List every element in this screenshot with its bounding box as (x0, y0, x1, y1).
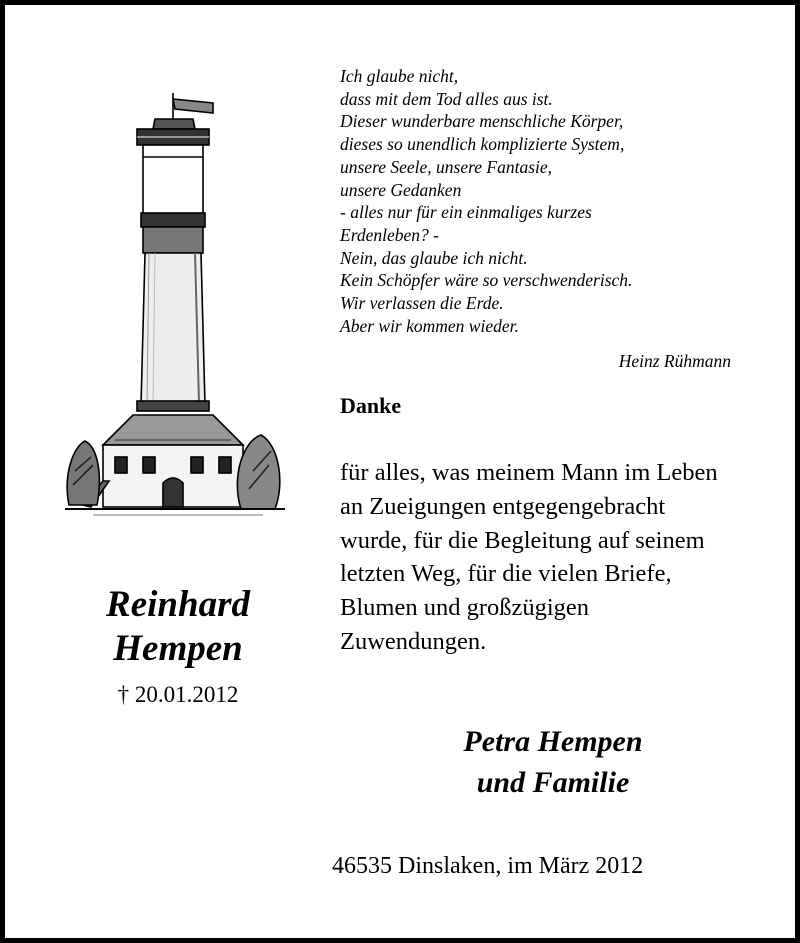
thanks-text (340, 456, 785, 659)
thanks-line: für alles, was meinem Mann im Leben (340, 459, 718, 486)
death-date: † 20.01.2012 (117, 682, 239, 707)
signature-family: und Familie (476, 766, 630, 799)
poem-line: Aber wir kommen wieder. (340, 315, 519, 336)
thanks-line: an Zueigungen entgegengebracht (340, 492, 666, 520)
thanks-line: letzten Weg, für die vielen Briefe, (340, 560, 672, 588)
signature (341, 721, 765, 803)
deceased-last-name: Hempen (113, 628, 243, 669)
poem-line: Erdenleben? - (340, 224, 439, 245)
lighthouse-tower-icon (63, 85, 287, 525)
place-date: 46535 Dinslaken, im März 2012 (332, 853, 644, 879)
deceased-name (65, 583, 291, 671)
poem-line: unsere Gedanken (340, 179, 462, 200)
thanks-heading: Danke (340, 393, 402, 418)
signature-name: Petra Hempen (463, 725, 643, 758)
poem-line: Dieser wunderbare menschliche Körper, (340, 111, 624, 132)
poem-line: Ich glaube nicht, (340, 66, 459, 86)
poem-line: unsere Seele, unsere Fantasie, (340, 156, 553, 177)
poem (340, 65, 760, 337)
deceased-first-name: Reinhard (106, 584, 250, 625)
poem-line: dass mit dem Tod alles aus ist. (340, 88, 553, 109)
poem-line: - alles nur für ein einmaliges kurzes (340, 202, 592, 223)
thanks-line: Zuwendungen. (340, 627, 487, 655)
poem-author: Heinz Rühmann (618, 351, 731, 371)
thanks-line: wurde, für die Begleitung auf seinem (340, 526, 705, 554)
poem-line: Nein, das glaube ich nicht. (340, 247, 528, 268)
thanks-line: Blumen und großzügigen (340, 594, 590, 622)
poem-line: Wir verlassen die Erde. (340, 293, 504, 314)
poem-line: Kein Schöpfer wäre so verschwenderisch. (340, 270, 633, 291)
poem-line: dieses so unendlich komplizierte System, (340, 134, 625, 155)
